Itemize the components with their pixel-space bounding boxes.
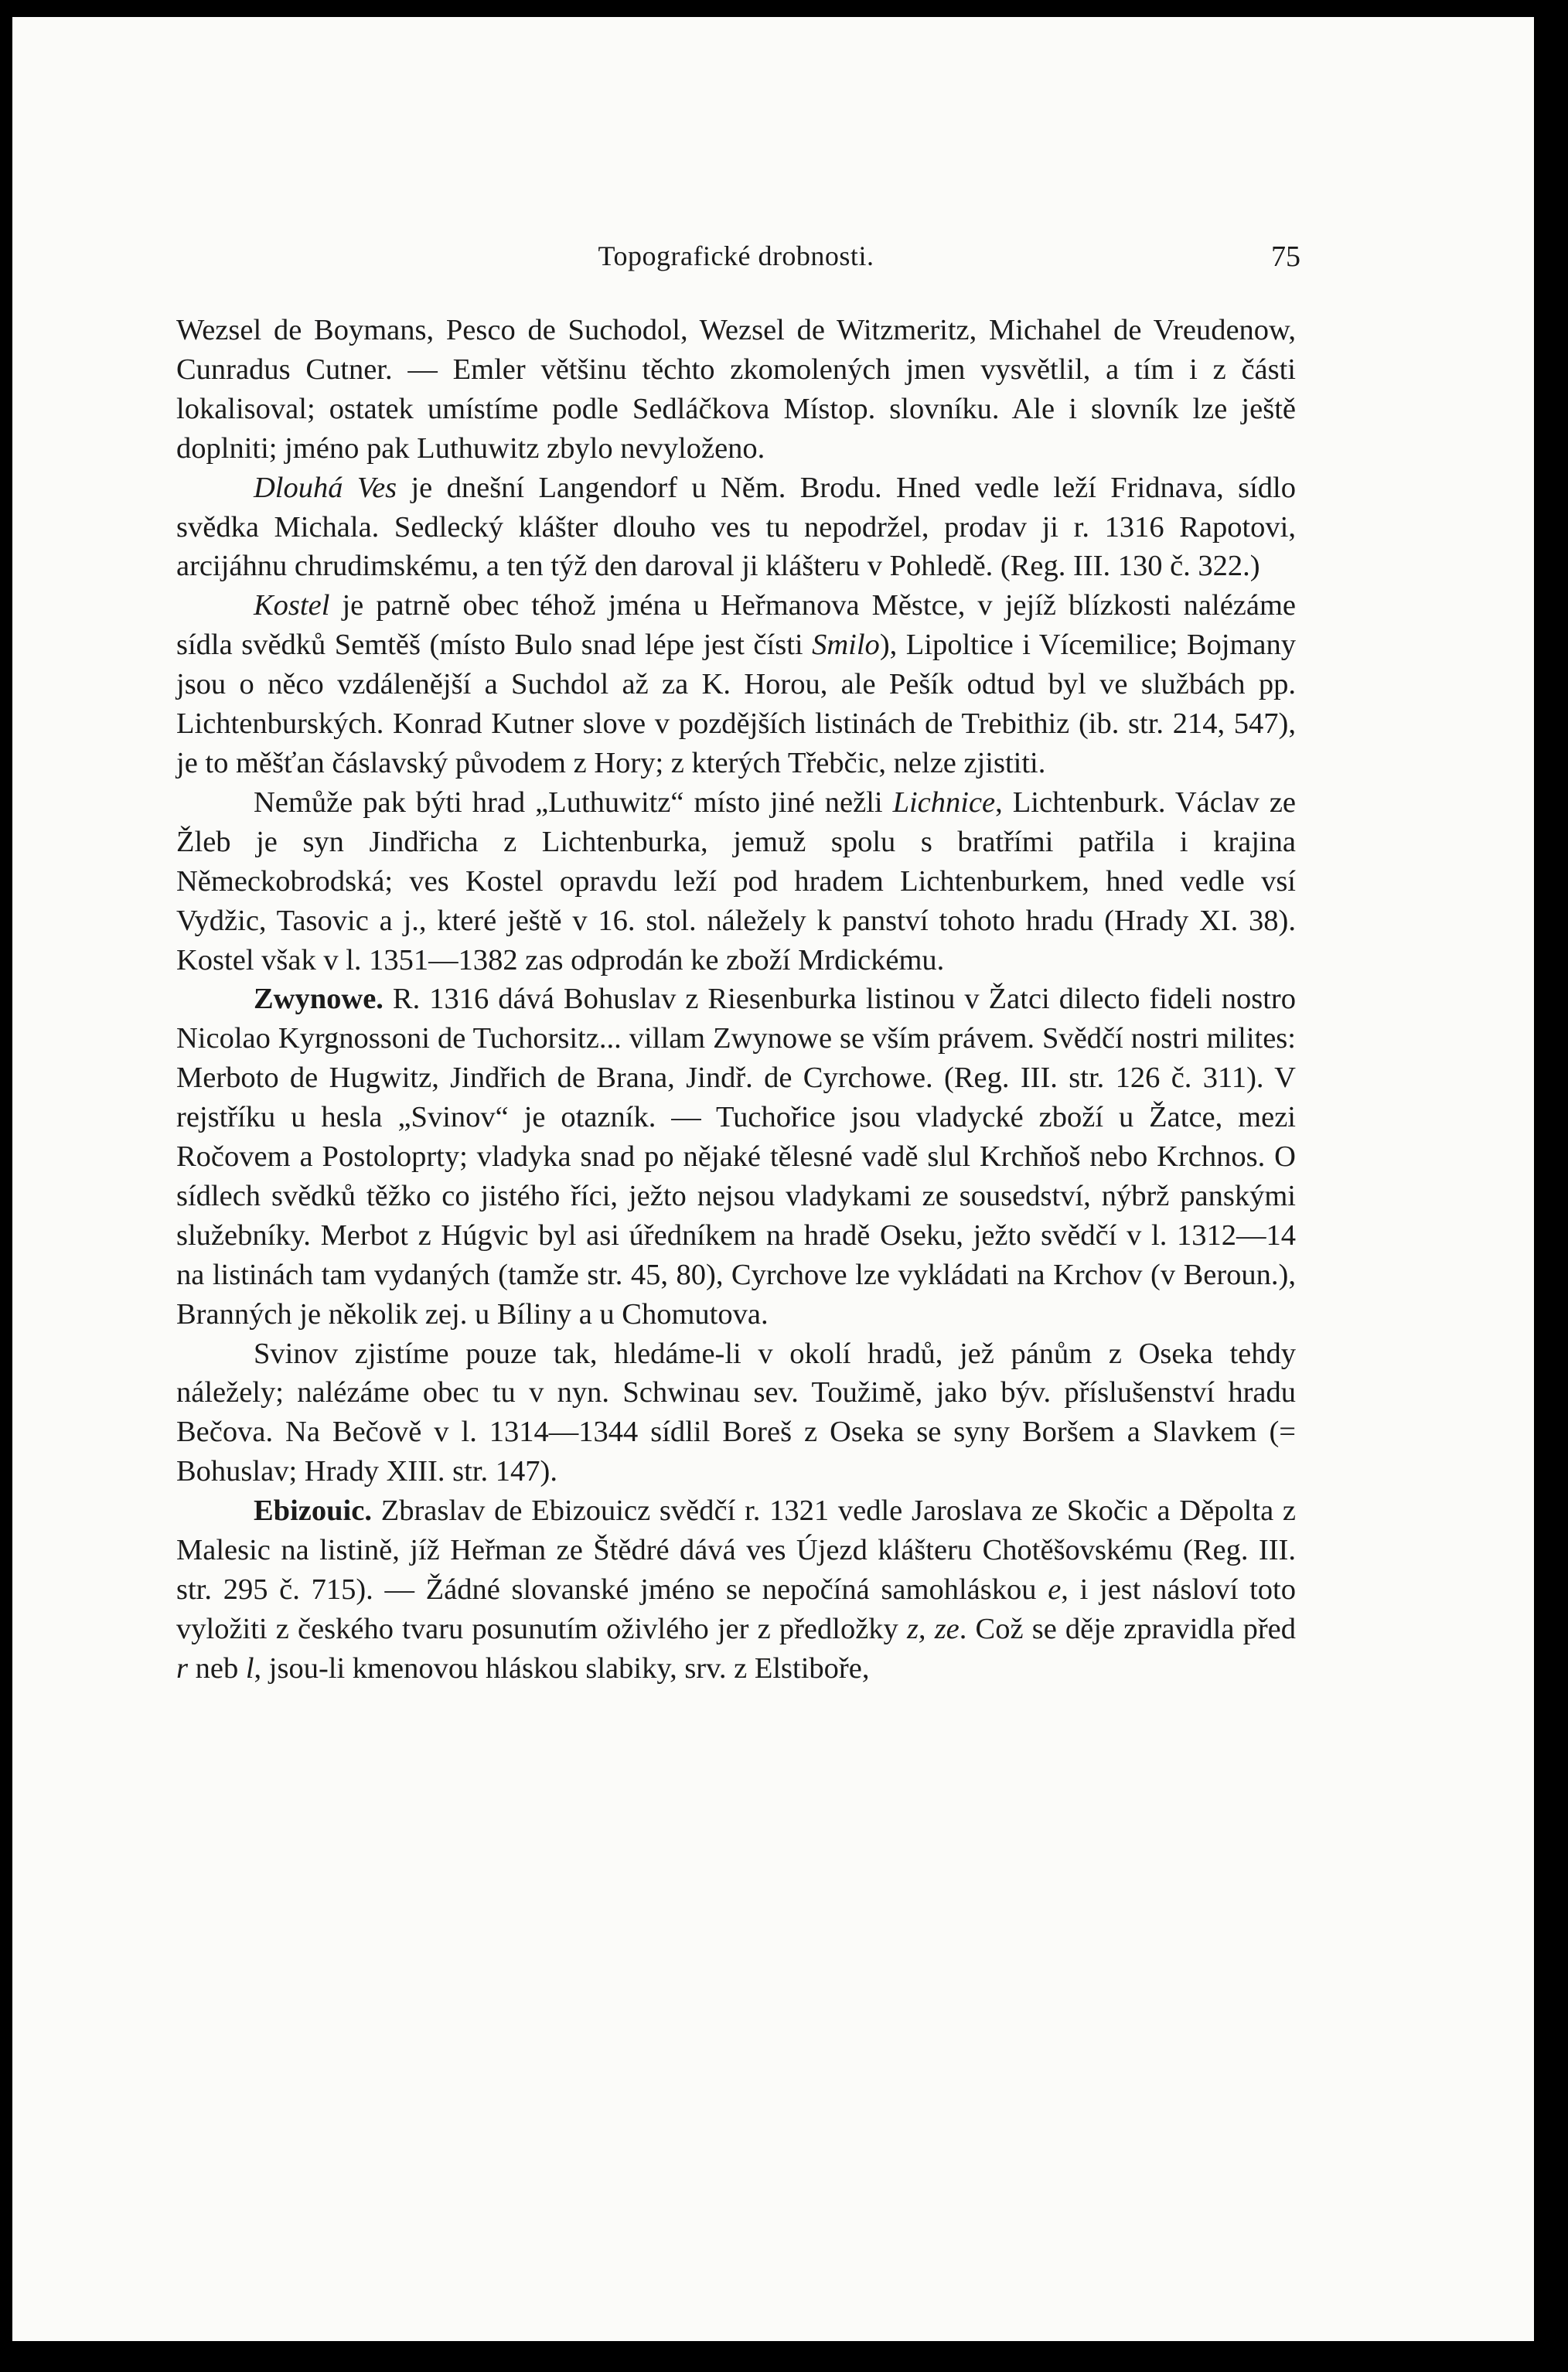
paragraph-text: ), Lipoltice i Vícemilice; Bojmany jsou o něco vzdálenější a Suchdol až za K. Horou, ale Pešík odtud byl ve službách pp. Lichtenburských. Konrad Kutner slove v pozdějších listinách de Trebithiz (ib. str. 214, 547), je to měšťan čáslavský původem z Hory; z kterých Třebčic, nelze zjistiti. <box>176 629 1296 779</box>
paragraph-text: je patrně obec téhož jména u Heřmanova Městce, v jejíž blízkosti nalézáme sídla svědků Semtěš (místo Bulo snad lépe jest čísti <box>176 589 1296 662</box>
paragraph <box>176 783 1296 980</box>
scan-edge <box>0 0 5 2372</box>
paragraph-text: Zbraslav de Ebizouicz svědčí r. 1321 vedle Jaroslava ze Skočic a Děpolta z Malesic na listině, jíž Heřman ze Štědré dává ves Újezd klášteru Chotěšovskému (Reg. III. str. 295 č. 715). — Žádné slovanské jméno se nepočíná samohláskou <box>176 1494 1296 1606</box>
paragraph-text: . Což se děje zpravidla před <box>959 1612 1296 1645</box>
paragraph-text: Nemůže pak býti hrad „Luthuwitz“ místo jiné nežli <box>254 786 893 819</box>
paragraph-text: neb <box>187 1651 246 1685</box>
paragraph-text: , Lichtenburk. Václav ze Žleb je syn Jindřicha z Lichtenburka, jemuž spolu s bratřími patřila i krajina Německobrodská; ves Kostel opravdu leží pod hradem Lichtenburkem, hned vedle vsí Vydžic, Tasovic a j., které ještě v 16. stol. náležely k panství tohoto hradu (Hrady XI. 38). Kostel však v l. 1351—1382 zas odprodán ke zboží Mrdickému. <box>176 786 1297 976</box>
italic-term: l <box>245 1651 254 1685</box>
entry-headword: Zwynowe. <box>254 983 383 1016</box>
italic-term: r <box>176 1651 188 1685</box>
paragraph <box>176 980 1296 1334</box>
italic-term: Lichnice <box>892 786 996 819</box>
entry-headword: Ebizouic. <box>254 1494 372 1528</box>
page-header <box>172 240 1300 286</box>
paragraph-text: Svinov zjistíme pouze tak, hledáme-li v okolí hradů, jež pánům z Oseka tehdy náležely; nalézáme obec tu v nyn. Schwinau sev. Toužimě, jako býv. příslušenství hradu Bečova. Na Bečově v l. 1314—1344 sídlil Boreš z Oseka se syny Boršem a Slavkem (= Bohuslav; Hrady XIII. str. 147). <box>176 1337 1296 1488</box>
italic-term: Smilo <box>812 629 880 662</box>
body-text <box>176 311 1296 1689</box>
italic-term: Kostel <box>254 589 330 622</box>
paragraph-text: je dnešní Langendorf u Něm. Brodu. Hned vedle leží Fridnava, sídlo svědka Michala. Sedlecký klášter dlouho ves tu nepodržel, prodav ji r. 1316 Rapotovi, arcijáhnu chrudimskému, a ten týž den daroval ji klášteru v Pohledě. (Reg. III. 130 č. 322.) <box>176 471 1296 583</box>
italic-term: z, ze <box>906 1612 960 1645</box>
paragraph <box>176 311 1296 469</box>
paragraph-text: R. 1316 dává Bohuslav z Riesenburka listinou v Žatci dilecto fideli nostro Nicolao Kyrgnossoni de Tuchorsitz... villam Zwynowe se vším právem. Svědčí nostri milites: Merboto de Hugwitz, Jindřich de Brana, Jindř. de Cyrchowe. (Reg. III. str. 126 č. 311). V rejstříku u hesla „Svinov“ je otazník. — Tuchořice jsou vladycké zboží u Žatce, mezi Ročovem a Postoloprty; vladyka snad po nějaké tělesné vadě slul Krchňoš nebo Krchnos. O sídlech svědků těžko co jistého říci, ježto nejsou vladykami ze sousedství, nýbrž panskými služebníky. Merbot z Húgvic byl asi úředníkem na hradě Oseku, ježto svědčí v l. 1312—14 na listinách tam vydaných (tamže str. 45, 80), Cyrchove lze vykládati na Krchov (v Beroun.), Branných je několik zej. u Bíliny a u Chomutova. <box>176 983 1296 1331</box>
page-number: 75 <box>1271 240 1300 273</box>
paragraph-text: , jsou-li kmenovou hláskou slabiky, srv. z Elstibořе, <box>254 1651 870 1685</box>
paragraph-text: Wezsel de Boymans, Pesco de Suchodol, Wezsel de Witzmeritz, Michahel de Vreudenow, Cunradus Cutner. — Emler většinu těchto zkomolených jmen vysvětlil, a tím i z části lokalisoval; ostatek umístíme podle Sedláčkova Místop. slovníku. Ale i slovník lze ještě doplniti; jméno pak Luthuwitz zbylo nevyloženo. <box>176 314 1296 465</box>
running-title: Topografické drobnosti. <box>598 240 874 271</box>
italic-term: e <box>1048 1573 1062 1606</box>
paragraph-text: , i jest násloví toto vyložiti z českého tvaru posunutím oživlého jer z předložky <box>176 1573 1296 1645</box>
paragraph <box>176 586 1296 783</box>
paragraph <box>176 469 1296 587</box>
paragraph <box>176 1334 1296 1492</box>
paragraph <box>176 1491 1296 1689</box>
italic-term: Dlouhá Ves <box>254 471 397 504</box>
